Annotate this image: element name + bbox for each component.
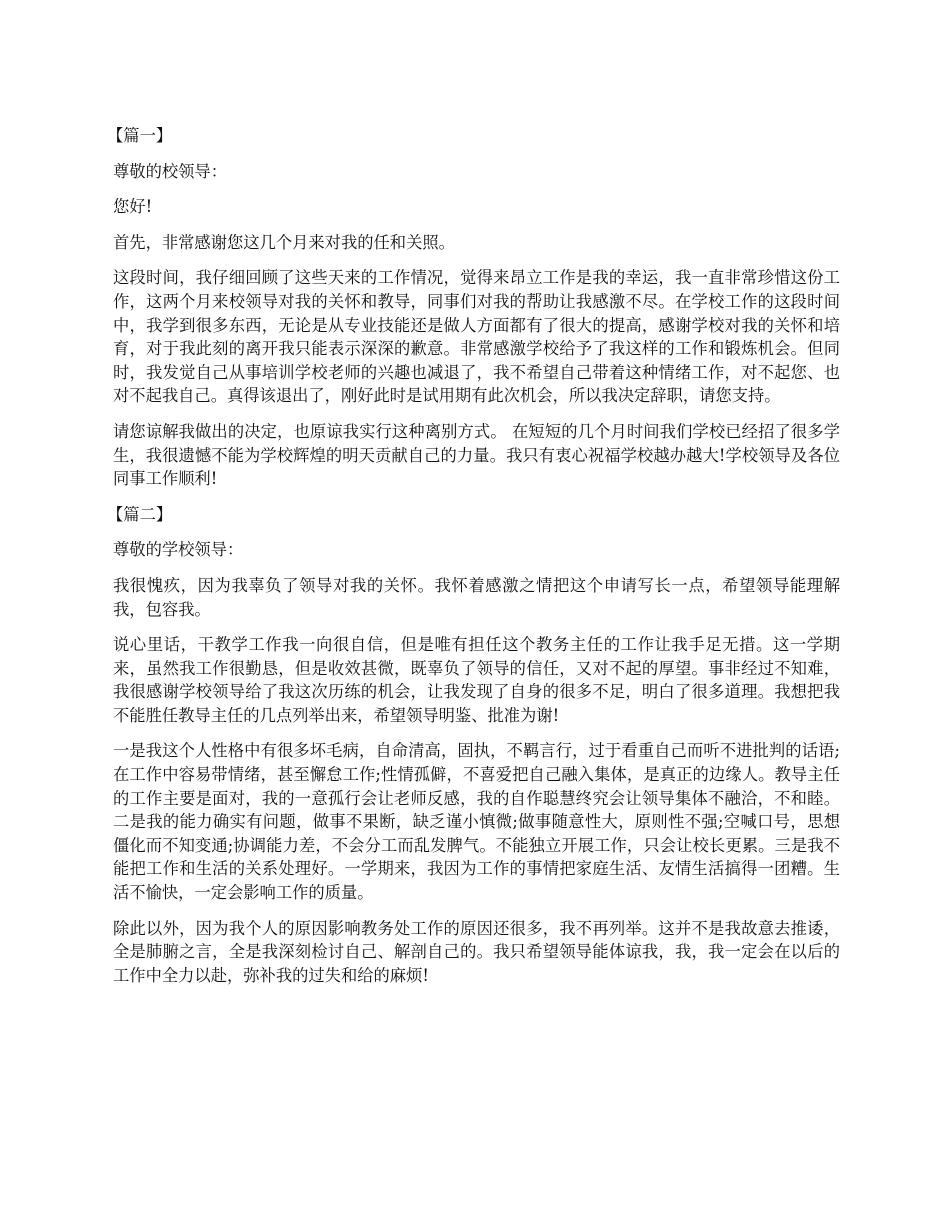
section-2-paragraph-2: 说心里话，干教学工作我一向很自信，但是唯有担任这个教务主任的工作让我手足无措。这一学期来，虽然我工作很勤恳，但是收效甚微，既辜负了领导的信任，又对不起的厚望。事非经过不知难，我很感谢学校领导给了我这次历练的机会，让我发现了自身的很多不足，明白了很多道理。我想把我不能胜任教导主任的几点列举出来，希望领导明鉴、批准为谢! — [113, 635, 840, 725]
section-2-paragraph-4: 除此以外，因为我个人的原因影响教务处工作的原因还很多，我不再列举。这并不是我故意去推诿，全是肺腑之言，全是我深刻检讨自己、解剖自己的。我只希望领导能体谅我，我，我一定会在以后的工作中全力以赴，弥补我的过失和给的麻烦! — [113, 918, 840, 985]
section-1-paragraph-3: 这段时间，我仔细回顾了这些天来的工作情况，觉得来昂立工作是我的幸运，我一直非常珍惜这份工作，这两个月来校领导对我的关怀和教导，同事们对我的帮助让我感激不尽。在学校工作的这段时间中，我学到很多东西，无论是从专业技能还是做人方面都有了很大的提高，感谢学校对我的关怀和培育，对于我此刻的离开我只能表示深深的歉意。非常感激学校给予了我这样的工作和锻炼机会。但同时，我发觉自己从事培训学校老师的兴趣也减退了，我不希望自己带着这种情绪工作，对不起您、也对不起我自己。真得该退出了，刚好此时是试用期有此次机会，所以我决定辞职，请您支持。 — [113, 268, 840, 406]
section-2-paragraph-3: 一是我这个人性格中有很多坏毛病，自命清高，固执，不羁言行，过于看重自己而听不进批判的话语;在工作中容易带情绪，甚至懈怠工作;性情孤僻，不喜爱把自己融入集体，是真正的边缘人。教导主任的工作主要是面对，我的一意孤行会让老师反感，我的自作聪慧终究会让领导集体不融洽，不和睦。二是我的能力确实有问题，做事不果断，缺乏谨小慎微;做事随意性大，原则性不强;空喊口号，思想僵化而不知变通;协调能力差，不会分工而乱发脾气。不能独立开展工作，只会让校长更累。三是我不能把工作和生活的关系处理好。一学期来，我因为工作的事情把家庭生活、友情生活搞得一团糟。生活不愉快，一定会影响工作的质量。 — [113, 741, 840, 903]
section-2-heading: 【篇二】 — [107, 504, 173, 524]
section-1-paragraph-1: 您好! — [113, 197, 153, 217]
document-body — [107, 124, 840, 999]
section-1-salutation: 尊敬的校领导： — [113, 161, 227, 181]
section-1-paragraph-2: 首先，非常感谢您这几个月来对我的任和关照。 — [113, 232, 455, 252]
section-2-paragraph-1: 我很愧疚，因为我辜负了领导对我的关怀。我怀着感激之情把这个申请写长一点，希望领导能理解我，包容我。 — [113, 575, 840, 619]
section-2-salutation: 尊敬的学校领导： — [113, 540, 244, 560]
section-1-paragraph-4: 请您谅解我做出的决定，也原谅我实行这种离别方式。 在短短的几个月时间我们学校已经招了很多学生，我很遗憾不能为学校辉煌的明天贡献自己的力量。我只有衷心祝福学校越办越大!学校领导及各位同事工作顺利! — [113, 421, 840, 489]
section-1-heading: 【篇一】 — [107, 126, 173, 145]
